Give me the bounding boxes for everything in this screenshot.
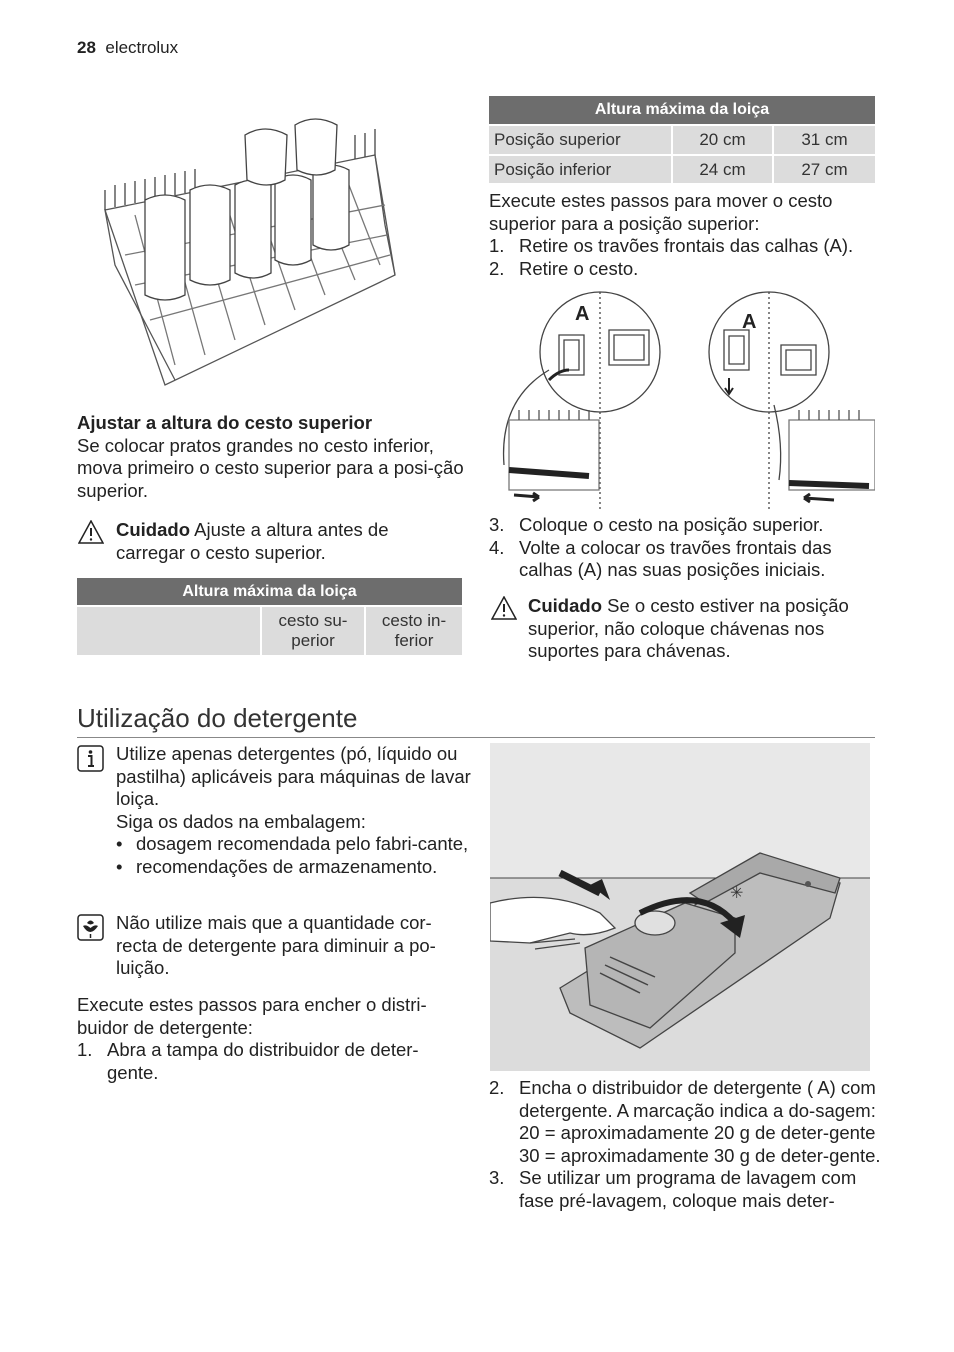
brand-name: electrolux bbox=[105, 38, 179, 57]
caution-text: Se o cesto estiver na posição superior, não coloque chávenas nos suportes para chávenas. bbox=[528, 595, 849, 661]
environment-icon bbox=[77, 914, 104, 941]
rail-stop-illustration bbox=[489, 290, 875, 510]
right-table-title: Altura máxima da loiça bbox=[489, 96, 875, 124]
right-intro-block bbox=[489, 190, 879, 280]
section-title: Ajustar a altura do cesto superior bbox=[77, 412, 373, 433]
caution-text: Ajuste a altura antes de carregar o cesto superior. bbox=[116, 519, 389, 563]
list-item: 1. Retire os travões frontais das calhas (A). bbox=[489, 235, 854, 256]
list-item: • recomendações de armazenamento. bbox=[116, 855, 438, 877]
fig-label-a-2: A bbox=[742, 311, 757, 333]
svg-text:✳: ✳ bbox=[730, 885, 744, 902]
caution-note bbox=[116, 519, 436, 564]
detergent-dispenser-illustration bbox=[490, 743, 870, 1071]
heading-rule bbox=[77, 737, 875, 738]
section-heading: Utilização do detergente bbox=[77, 703, 358, 733]
row-lower-a: 24 cm bbox=[673, 156, 772, 183]
warning-icon bbox=[491, 596, 517, 620]
dose-20: 20 = aproximadamente 20 g de deter-gente bbox=[519, 1122, 876, 1143]
list-item: 4. Volte a colocar os travões frontais das calhas (A) nas suas posições iniciais. bbox=[489, 536, 832, 580]
list-item: 3. Se utilizar um programa de lavagem com fase pré-lavagem, coloque mais deter- bbox=[489, 1167, 857, 1211]
table-cell-empty bbox=[77, 607, 260, 655]
row-lower-label: Posição inferior bbox=[489, 156, 671, 183]
info-icon bbox=[77, 745, 104, 772]
list-item: 3. Coloque o cesto na posição superior. bbox=[489, 514, 824, 535]
right-steps-b bbox=[489, 514, 879, 582]
caution-label: Cuidado bbox=[116, 519, 190, 540]
detergent-steps bbox=[489, 1077, 881, 1212]
info-text: Utilize apenas detergentes (pó, líquido ou pastilha) aplicáveis para máquinas de lavar loiça. bbox=[116, 743, 471, 809]
list-item: 2. Retire o cesto. bbox=[489, 257, 639, 279]
row-upper-a: 20 cm bbox=[673, 126, 772, 154]
detergent-intro: Execute estes passos para encher o distri-buidor de detergente: bbox=[77, 994, 427, 1038]
row-upper-b: 31 cm bbox=[774, 126, 875, 154]
upper-basket-illustration bbox=[95, 115, 415, 390]
warning-icon bbox=[78, 520, 104, 544]
list-item: 1. Abra a tampa do distribuidor de deter-gente. bbox=[77, 1039, 419, 1083]
detergent-intro-block bbox=[77, 994, 467, 1084]
right-intro: Execute estes passos para mover o cesto superior para a posição superior: bbox=[489, 190, 833, 234]
row-upper-label: Posição superior bbox=[489, 126, 671, 154]
info-text-2: Siga os dados na embalagem: bbox=[116, 810, 366, 832]
info-note bbox=[116, 743, 471, 878]
caution-note-right bbox=[528, 595, 878, 663]
env-text: Não utilize mais que a quantidade cor-recta de detergente para diminuir a po-luição. bbox=[116, 912, 436, 978]
list-item: • dosagem recomendada pelo fabri-cante, bbox=[116, 833, 469, 854]
list-item: 2. Encha o distribuidor de detergente ( A) com detergente. A marcação indica a do-sagem: bbox=[489, 1077, 876, 1121]
caution-label: Cuidado bbox=[528, 595, 602, 616]
page-number: 28 bbox=[77, 38, 96, 57]
page-header bbox=[77, 38, 178, 58]
left-section bbox=[77, 412, 467, 502]
dose-30: 30 = aproximadamente 30 g de deter-gente. bbox=[519, 1144, 881, 1166]
table-title: Altura máxima da loiça bbox=[77, 578, 462, 605]
fig-label-a: A bbox=[575, 303, 590, 325]
table-col-upper: cesto su-perior bbox=[262, 607, 364, 655]
section-text: Se colocar pratos grandes no cesto inferior, mova primeiro o cesto superior para a posi-ção superior. bbox=[77, 434, 464, 501]
row-lower-b: 27 cm bbox=[774, 156, 875, 183]
table-col-lower: cesto in-ferior bbox=[366, 607, 462, 655]
